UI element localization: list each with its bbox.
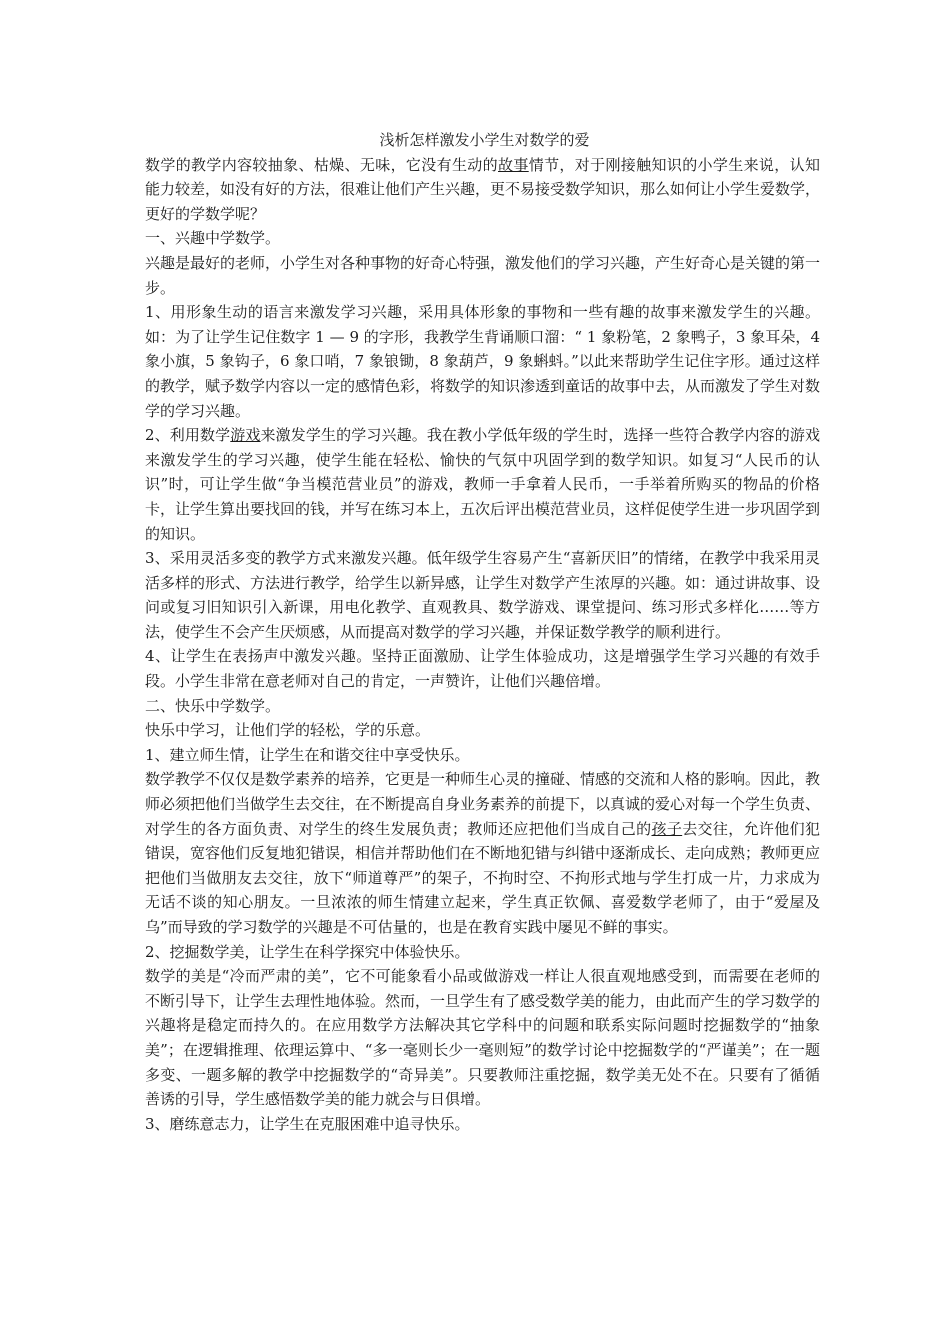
paragraph-text: 1、建立师生情，让学生在和谐交往中享受快乐。 (145, 745, 470, 764)
document-title: 浅析怎样激发小学生对数学的爱 (379, 131, 590, 149)
paragraph-text: 2、利用数学 (145, 426, 231, 445)
paragraph-text: 一、兴趣中学数学。 (145, 229, 281, 248)
paragraph-text: 来激发学生的学习兴趣。我在教小学低年级的学生时，选择一些符合教学内容的游戏来激发学生的学习兴趣，使学生能在轻松、愉快的气氛中巩固学到的数学知识。如复习“人民币的认识”时，可让学生做“争当模范营业员”的游戏，教师一手拿着人民币，一手举着所购买的物品的价格卡，让学生算出要找回的钱，并写在练习本上，五次后评出模范营业员，这样促使学生进一步巩固学到的知识。 (145, 426, 821, 543)
paragraph-text: 数学教学不仅仅是数学素养的培养，它更是一种师生心灵的撞碰、情感的交流和人格的影响。因此，教师必须把他们当做学生去交往，在不断提高自身业务素养的前提下，以真诚的爱心对每一个学生负责、对学生的各方面负责、对学生的终生发展负责；教师还应把他们当成自己的 (145, 770, 821, 838)
paragraph-text: 去交往，允许他们犯错误，宽容他们反复地犯错误，相信并帮助他们在不断地犯错与纠错中逐渐成长、走向成熟；教师更应把他们当做朋友去交往，放下“师道尊严”的架子，不拘时空、不拘形式地与学生打成一片，力求成为无话不谈的知心朋友。一旦浓浓的师生情建立起来，学生真正钦佩、喜爱数学老师了，由于“爱屋及乌”而导致的学习数学的兴趣是不可估量的，也是在教育实践中屡见不鲜的事实。 (145, 819, 821, 936)
paragraph-11 (145, 767, 820, 939)
paragraph-2 (145, 226, 820, 251)
paragraph-text: 数学的美是“冷而严肃的美”，它不可能象看小品或做游戏一样让人很直观地感受到，而需要在老师的不断引导下，让学生去理性地体验。然而，一旦学生有了感受数学美的能力，由此而产生的学习数学的兴趣将是稳定而持久的。在应用数学方法解决其它学科中的问题和联系实际问题时挖掘数学的“抽象美”；在逻辑推理、依理运算中、“多一毫则长少一毫则短”的数学讨论中挖掘数学的“严谨美”；在一题多变、一题多解的教学中挖掘数学的“奇异美”。只要教师注重挖掘，数学美无处不在。只要有了循循善诱的引导，学生感悟数学美的能力就会与日俱增。 (145, 967, 821, 1109)
underlined-link-text: 游戏 (230, 426, 261, 445)
paragraph-9 (145, 718, 820, 743)
paragraph-5 (145, 423, 820, 546)
paragraph-text: 兴趣是最好的老师，小学生对各种事物的好奇心特强，激发他们的学习兴趣，产生好奇心是关键的第一步。 (145, 253, 821, 297)
paragraph-text: 3、采用灵活多变的教学方式来激发兴趣。低年级学生容易产生“喜新厌旧”的情绪，在教学中我采用灵活多样的形式、方法进行教学，给学生以新异感，让学生对数学产生浓厚的兴趣。如：通过讲故事、设问或复习旧知识引入新课，用电化教学、直观教具、数学游戏、课堂提问、练习形式多样化……等方法，使学生不会产生厌烦感，从而提高对数学的学习兴趣，并保证数学教学的顺利进行。 (145, 549, 821, 641)
document-body (145, 153, 820, 1137)
paragraph-text: 3、磨练意志力，让学生在克服困难中追寻快乐。 (145, 1114, 470, 1133)
paragraph-7 (145, 644, 820, 693)
paragraph-text: 4、让学生在表扬声中激发兴趣。坚持正面激励、让学生体验成功，这是增强学生学习兴趣的有效手段。小学生非常在意老师对自己的肯定，一声赞许，让他们兴趣倍增。 (145, 647, 820, 691)
paragraph-text: 快乐中学习，让他们学的轻松，学的乐意。 (145, 721, 431, 740)
paragraph-13 (145, 964, 820, 1112)
paragraph-10 (145, 743, 820, 768)
paragraph-14 (145, 1112, 820, 1137)
paragraph-text: 二、快乐中学数学。 (145, 696, 281, 715)
document-page (145, 128, 820, 1136)
paragraph-text: 情节，对于刚接触知识的小学生来说，认知能力较差，如没有好的方法，很难让他们产生兴趣，更不易接受数学知识，那么如何让小学生爱数学，更好的学数学呢？ (145, 155, 821, 223)
paragraph-12 (145, 940, 820, 965)
paragraph-6 (145, 546, 820, 644)
paragraph-1 (145, 153, 820, 227)
paragraph-text: 2、挖掘数学美，让学生在科学探究中体验快乐。 (145, 942, 470, 961)
paragraph-8 (145, 694, 820, 719)
paragraph-text: 1、用形象生动的语言来激发学习兴趣，采用具体形象的事物和一些有趣的故事来激发学生的兴趣。如：为了让学生记住数字 1 — 9 的字形，我教学生背诵顺口溜：“ 1 象粉笔，2 象鸭子，3 象耳朵，4 象小旗，5 象钩子，6 象口哨，7 象锒锄，8 象葫芦，9 象蝌蚪。”以此来帮助学生记住字形。通过这样的教学，赋予数学内容以一定的感情色彩，将数学的知识渗透到童话的故事中去，从而激发了学生对数学的学习兴趣。 (145, 303, 821, 420)
underlined-link-text: 孩子 (651, 819, 683, 838)
paragraph-3 (145, 251, 820, 300)
paragraph-text: 数学的教学内容较抽象、枯燥、无味，它没有生动的 (145, 155, 499, 174)
underlined-link-text: 故事 (498, 155, 529, 174)
paragraph-4 (145, 300, 820, 423)
